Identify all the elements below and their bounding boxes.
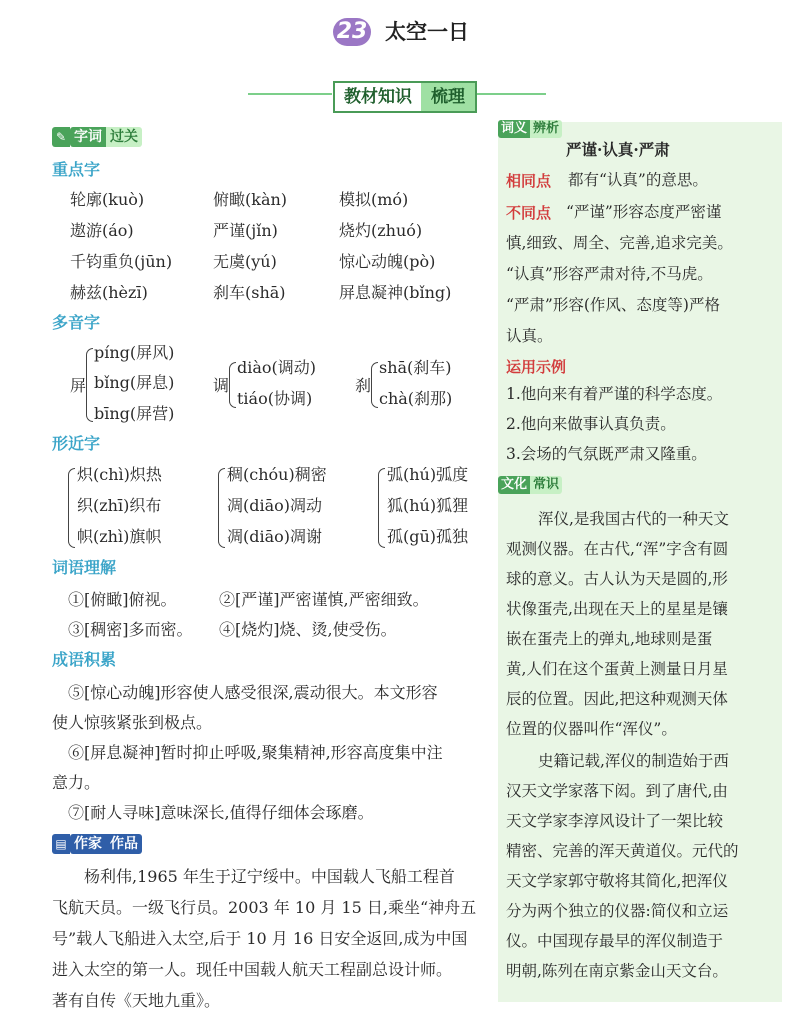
polyphone-reading: diào(调动): [237, 358, 317, 377]
polyphone-reading: bīng(屏营): [94, 404, 175, 423]
key-chars-title: 重点字: [52, 160, 101, 179]
culture-line: 仪。中国现存最早的浑仪制造于: [506, 932, 724, 950]
meaning-item: ③[稠密]多而密。: [68, 620, 193, 639]
usage-line: 3.会场的气氛既严肃又隆重。: [506, 445, 707, 463]
section-banner: [333, 81, 477, 113]
diff-line: “严肃”形容(作风、态度等)严格: [506, 296, 720, 314]
idiom-line: ⑤[惊心动魄]形容使人感受很深,震动很大。本文形容: [68, 683, 438, 702]
brace: [68, 468, 75, 548]
book-icon: ▤: [52, 834, 70, 854]
similar-char: 弧(hú)弧度: [387, 465, 469, 484]
key-char: 刹车(shā): [213, 283, 286, 302]
key-char: 俯瞰(kàn): [213, 190, 288, 209]
brace: [86, 348, 93, 422]
author-tag: [52, 834, 142, 854]
similar-char: 凋(diāo)凋谢: [227, 527, 323, 546]
idiom-title: 成语积累: [52, 650, 117, 669]
idiom-line: 使人惊骇紧张到极点。: [52, 713, 213, 732]
same-label: 相同点: [506, 172, 552, 190]
author-tag-a: 作家: [70, 834, 106, 854]
culture-line: 黄,人们在这个蛋黄上测量日月星: [506, 660, 728, 678]
similar-char: 稠(chóu)稠密: [227, 465, 327, 484]
analysis-tag-a: 词义: [498, 120, 530, 138]
similar-char: 织(zhī)织布: [77, 496, 162, 515]
author-line: 进入太空的第一人。现任中国载人航天工程副总设计师。: [52, 960, 453, 979]
key-char: 屏息凝神(bǐng): [339, 283, 452, 302]
polyphone-reading: shā(刹车): [379, 358, 452, 377]
idiom-line: 意力。: [52, 773, 101, 792]
culture-line: 嵌在蛋壳上的弹丸,地球则是蛋: [506, 630, 713, 648]
culture-line: 精密、完善的浑天黄道仪。元代的: [506, 842, 739, 860]
polyphone-reading: chà(刹那): [379, 389, 453, 408]
meaning-item: ①[俯瞰]俯视。: [68, 590, 177, 609]
culture-line: 汉天文学家落下闳。到了唐代,由: [506, 782, 728, 800]
analysis-tag: [498, 120, 562, 138]
key-char: 惊心动魄(pò): [339, 252, 436, 271]
similar-char: 帜(zhì)旗帜: [77, 527, 162, 546]
meaning-item: ②[严谨]严密谨慎,严密细致。: [219, 590, 429, 609]
key-char: 烧灼(zhuó): [339, 221, 423, 240]
key-char: 无虞(yú): [213, 252, 277, 271]
culture-line: 明朝,陈列在南京紫金山天文台。: [506, 962, 728, 980]
words-tag-a: 字词: [70, 127, 106, 147]
brace: [229, 362, 236, 408]
key-char: 赫兹(hèzī): [70, 283, 148, 302]
culture-line: 分为两个独立的仪器:简仪和立运: [506, 902, 729, 920]
idiom-line: ⑥[屏息凝神]暂时抑止呼吸,聚集精神,形容高度集中注: [68, 743, 443, 762]
key-char: 严谨(jǐn): [213, 221, 278, 240]
brace: [378, 468, 385, 548]
culture-line: 位置的仪器叫作“浑仪”。: [506, 720, 677, 738]
similar-char: 炽(chì)炽热: [77, 465, 162, 484]
polyphone-reading: tiáo(协调): [237, 389, 313, 408]
similar-char: 狐(hú)狐狸: [387, 496, 469, 515]
culture-line: 浑仪,是我国古代的一种天文: [538, 510, 729, 528]
diff-line: “认真”形容严肃对待,不马虎。: [506, 265, 713, 283]
diff-line: 慎,细致、周全、完善,追求完美。: [506, 234, 733, 252]
idiom-line: ⑦[耐人寻味]意味深长,值得仔细体会琢磨。: [68, 803, 374, 822]
diff-line: “严谨”形容态度严密谨: [566, 203, 722, 221]
lesson-number: 23: [333, 18, 371, 46]
banner-right-text: 梳理: [421, 83, 475, 111]
culture-line: 天文学家李淳风设计了一架比较: [506, 812, 724, 830]
culture-tag-a: 文化: [498, 476, 530, 494]
author-line: 杨利伟,1965 年生于辽宁绥中。中国载人飞船工程首: [84, 867, 455, 886]
usage-line: 1.他向来有着严谨的科学态度。: [506, 385, 723, 403]
diff-label: 不同点: [506, 204, 552, 222]
polyphone-char: 刹: [355, 376, 372, 395]
analysis-title: 严谨·认真·严肃: [566, 140, 670, 159]
author-line: 飞航天员。一级飞行员。2003 年 10 月 15 日,乘坐“神舟五: [52, 898, 477, 917]
key-char: 模拟(mó): [339, 190, 409, 209]
polyphone-reading: bǐng(屏息): [94, 373, 175, 392]
banner-line-left: [248, 93, 332, 95]
polyphone-char: 屏: [70, 376, 87, 395]
culture-line: 辰的位置。因此,把这种观测天体: [506, 690, 728, 708]
words-tag-b: 过关: [106, 127, 142, 147]
usage-line: 2.他向来做事认真负责。: [506, 415, 676, 433]
meaning-title: 词语理解: [52, 558, 117, 577]
similar-char: 凋(diāo)凋动: [227, 496, 323, 515]
culture-tag-b: 常识: [530, 476, 562, 494]
similar-char: 孤(gū)孤独: [387, 527, 469, 546]
culture-line: 天文学家郭守敬将其简化,把浑仪: [506, 872, 728, 890]
analysis-tag-b: 辨析: [530, 120, 562, 138]
brace: [218, 468, 225, 548]
banner-left-text: 教材知识: [335, 83, 421, 111]
author-tag-b: 作品: [106, 834, 142, 854]
usage-title: 运用示例: [506, 358, 567, 376]
author-line: 著有自传《天地九重》。: [52, 991, 221, 1010]
same-text: 都有“认真”的意思。: [568, 171, 708, 189]
diff-line: 认真。: [506, 327, 553, 345]
key-char: 千钧重负(jūn): [70, 252, 173, 271]
author-line: 号”载人飞船进入太空,后于 10 月 16 日安全返回,成为中国: [52, 929, 468, 948]
pencil-icon: ✎: [52, 127, 70, 147]
polyphone-title: 多音字: [52, 313, 101, 332]
culture-tag: [498, 476, 562, 494]
brace: [371, 362, 378, 408]
meaning-item: ④[烧灼]烧、烫,使受伤。: [219, 620, 397, 639]
polyphone-char: 调: [213, 376, 230, 395]
key-char: 遨游(áo): [70, 221, 134, 240]
culture-line: 状像蛋壳,出现在天上的星星是镶: [506, 600, 728, 618]
similar-title: 形近字: [52, 434, 101, 453]
sidebar-panel: [498, 122, 782, 1002]
culture-line: 观测仪器。在古代,“浑”字含有圆: [506, 540, 729, 558]
culture-line: 球的意义。古人认为天是圆的,形: [506, 570, 728, 588]
key-char: 轮廓(kuò): [70, 190, 145, 209]
culture-line: 史籍记载,浑仪的制造始于西: [538, 752, 729, 770]
words-tag: [52, 127, 142, 147]
polyphone-reading: píng(屏风): [94, 343, 175, 362]
banner-line-right: [476, 93, 546, 95]
lesson-title: 太空一日: [385, 20, 469, 44]
